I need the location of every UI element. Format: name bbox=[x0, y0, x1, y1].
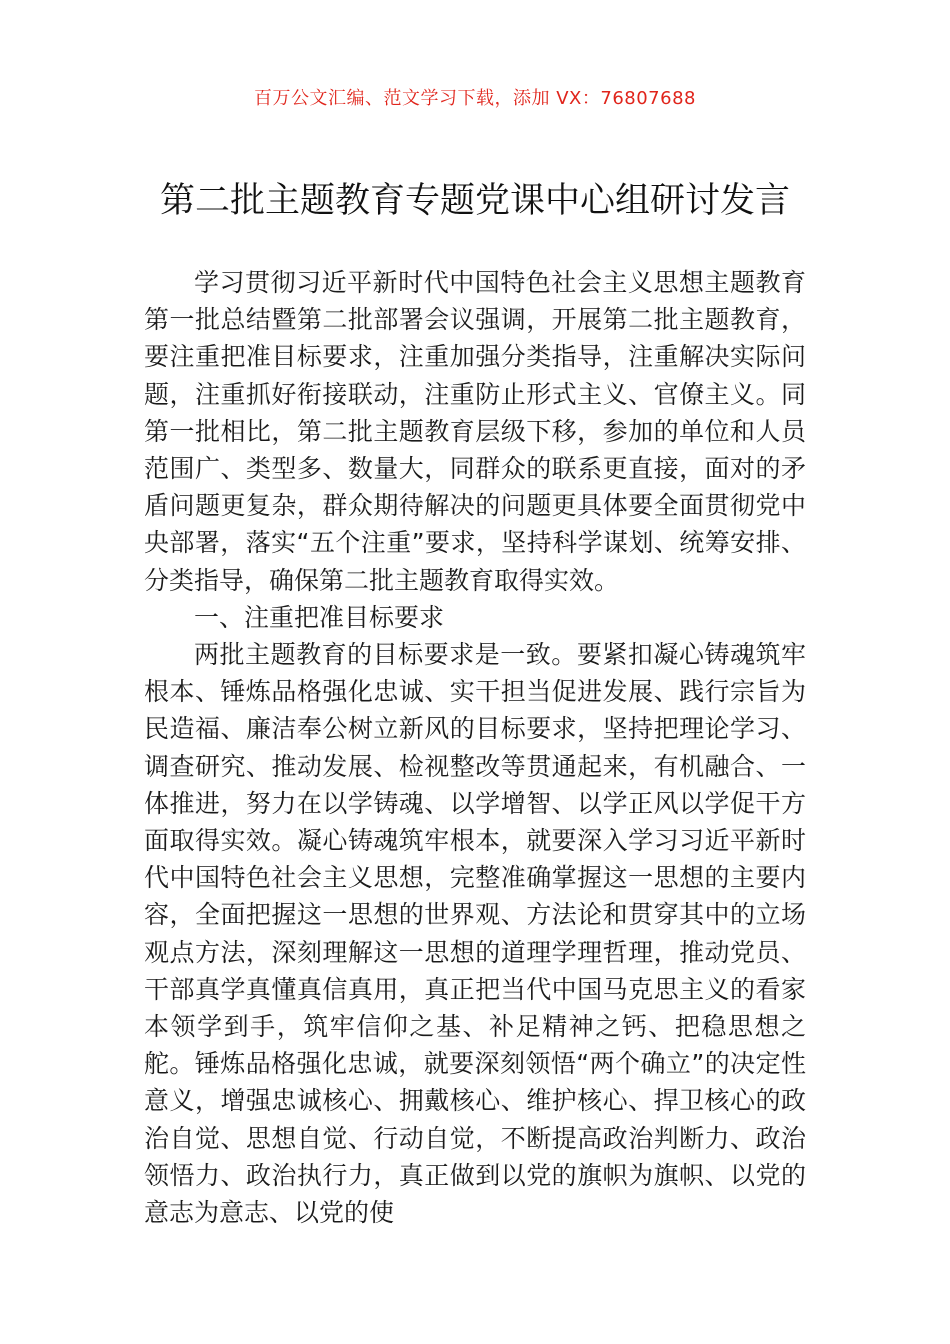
document-body bbox=[144, 264, 806, 1231]
section-heading-1: 一、注重把准目标要求 bbox=[194, 602, 445, 632]
page-title: 第二批主题教育专题党课中心组研讨发言 bbox=[159, 181, 790, 221]
section-1-paragraph: 两批主题教育的目标要求是一致。要紧扣凝心铸魂筑牢根本、锤炼品格强化忠诚、实干担当促进发展、践行宗旨为民造福、廉洁奉公树立新风的目标要求，坚持把理论学习、调查研究、推动发展、检视整改等贯通起来，有机融合、一体推进，努力在以学铸魂、以学增智、以学正风以学促干方面取得实效。凝心铸魂筑牢根本，就要深入学习习近平新时代中国特色社会主义思想，完整准确掌握这一思想的主要内容，全面把握这一思想的世界观、方法论和贯穿其中的立场观点方法，深刻理解这一思想的道理学理哲理，推动党员、干部真学真懂真信真用，真正把当代中国马克思主义的看家本领学到手，筑牢信仰之基、补足精神之钙、把稳思想之舵。锤炼品格强化忠诚，就要深刻领悟“两个确立”的决定性意义，增强忠诚核心、拥戴核心、维护核心、捍卫核心的政治自觉、思想自觉、行动自觉，不断提高政治判断力、政治领悟力、政治执行力，真正做到以党的旗帜为旗帜、以党的意志为意志、以党的使 bbox=[144, 640, 806, 1228]
watermark-header-note: 百万公文汇编、范文学习下载，添加 VX：76807688 bbox=[254, 88, 696, 109]
intro-paragraph: 学习贯彻习近平新时代中国特色社会主义思想主题教育第一批总结暨第二批部署会议强调，开展第二批主题教育，要注重把准目标要求，注重加强分类指导，注重解决实际问题，注重抓好衔接联动，注重防止形式主义、官僚主义。同第一批相比，第二批主题教育层级下移，参加的单位和人员范围广、类型多、数量大，同群众的联系更直接，面对的矛盾问题更复杂，群众期待解决的问题更具体要全面贯彻党中央部署，落实“五个注重”要求，坚持科学谋划、统筹安排、分类指导，确保第二批主题教育取得实效。 bbox=[144, 268, 806, 595]
